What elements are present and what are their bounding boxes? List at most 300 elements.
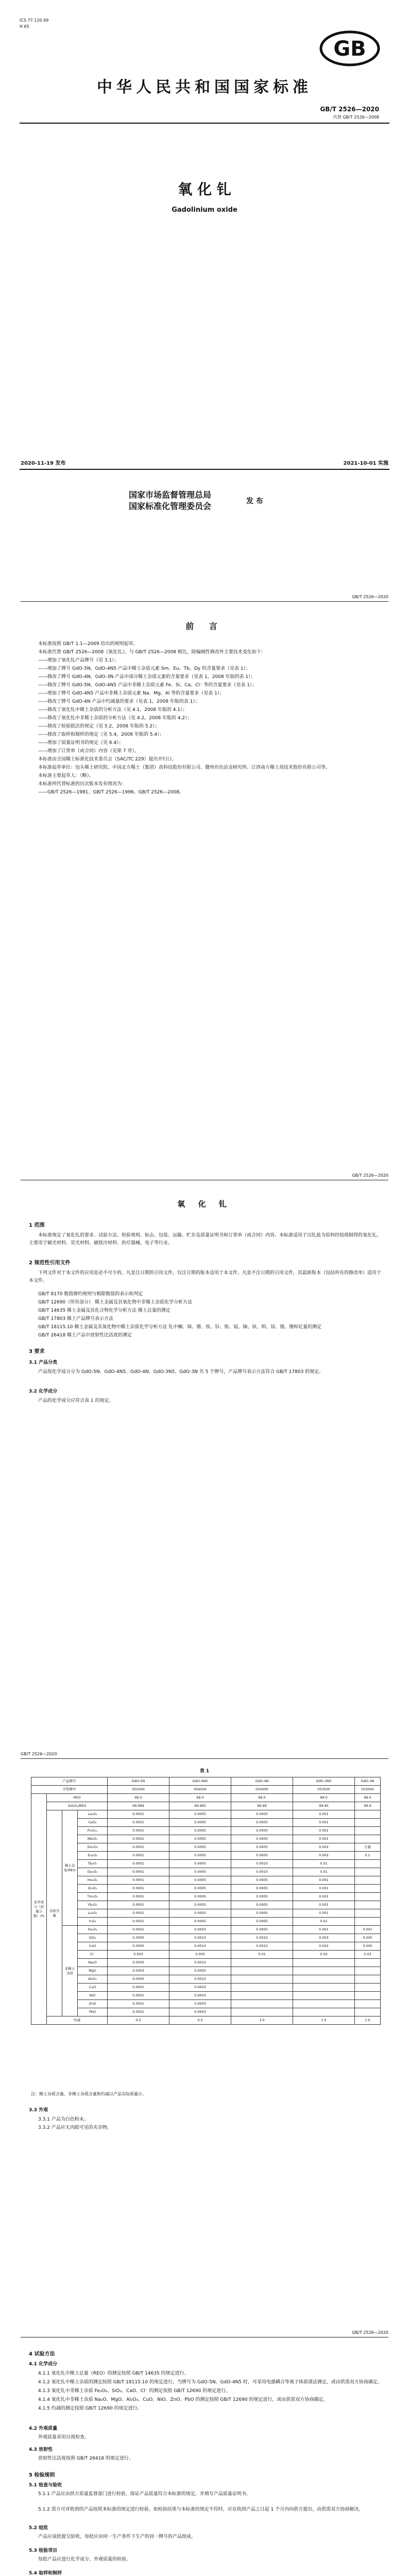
issuer-2: 国家标准化管理委员会: [129, 501, 212, 511]
section-3-3-1: 3.3.1 产品为白色粉末。: [38, 2117, 89, 2122]
element-cell: La₂O₃: [78, 1810, 108, 1819]
section-1-text: 本标准规定了氧化钆的要求、试验方法、检验规则、标志、包装、运输、贮存及质量证明书和订货单（或合同）内容。本标准适用于以钆盐为原料经焙烧制得的氧化钆。主要用于磁光材料、荧光材料、磁致冷材料、医疗器械、电子等行业。: [29, 1233, 382, 1246]
value-cell: 0.001: [293, 1893, 355, 1901]
section-4-1-title: 4.1 化学成分: [29, 2362, 58, 2367]
value-cell: [293, 1992, 355, 2000]
issue-word: 发 布: [246, 497, 263, 505]
value-cell: 0.0001: [108, 2000, 169, 2008]
value-cell: [231, 2008, 293, 2016]
table-row: [31, 1909, 381, 1918]
foreword-paragraph: ——增加了牌号 GdO-5N、GdO-4N5 产品中稀土杂质元素 Sm、Eu、Tb、Dy 的含量要求（见表 1）；: [38, 666, 251, 671]
purity-cell: 99.9: [355, 1802, 381, 1810]
head-chem: 化学成分（质量分数）/%: [31, 1794, 47, 2025]
value-cell: 0.0005: [169, 1918, 231, 1926]
foreword-body: [29, 640, 384, 797]
value-cell: 0.0001: [108, 1918, 169, 1926]
element-cell: Tb₄O₇: [78, 1860, 108, 1868]
table-row: [31, 1810, 381, 1819]
foreword-title: 前 言: [185, 621, 224, 631]
value-cell: 0.0005: [231, 1885, 293, 1893]
value-cell: 0.005: [355, 1934, 381, 1942]
value-cell: 0.0005: [169, 1852, 231, 1860]
reference-item: GB/T 14635 稀土金属及其化合物化学分析方法 稀土总量的测定: [38, 1308, 171, 1313]
element-cell: MgO: [78, 1967, 108, 1975]
value-cell: 0.0005: [231, 1819, 293, 1827]
value-cell: 0.0001: [108, 1876, 169, 1885]
section-3-title: 3 要求: [29, 1349, 45, 1354]
page-header: GB/T 2526—2020: [352, 595, 388, 599]
value-cell: 0.0005: [108, 1959, 169, 1967]
table-row: [31, 1984, 381, 1992]
value-cell: 0.0005: [108, 1942, 169, 1951]
value-cell: 0.003: [108, 1951, 169, 1959]
value-cell: 0.002: [293, 1852, 355, 1860]
element-cell: Al₂O₃: [78, 1975, 108, 1984]
head-impurity: 杂质含量: [47, 1810, 62, 2016]
value-cell: 0.0005: [231, 1901, 293, 1909]
value-cell: [355, 1819, 381, 1827]
doc-title: 氧 化 钆: [177, 1199, 232, 1209]
value-cell: 0.0005: [231, 1810, 293, 1819]
table-row: [31, 1868, 381, 1876]
value-cell: 0.0005: [231, 1926, 293, 1934]
value-cell: 0.002: [293, 1942, 355, 1951]
value-cell: 0.0003: [169, 1992, 231, 2000]
value-cell: [231, 1975, 293, 1984]
value-cell: 0.001: [293, 1810, 355, 1819]
ccs-code: H 65: [20, 24, 29, 29]
value-cell: 0.0005: [231, 1843, 293, 1852]
value-cell: 0.0001: [108, 1810, 169, 1819]
table-row: [31, 1901, 381, 1909]
value-cell: 0.0005: [169, 1860, 231, 1868]
element-cell: Lu₂O₃: [78, 1909, 108, 1918]
replaces-note: 代替 GB/T 2526—2008: [333, 115, 379, 120]
section-4-3-text: 放射性比活度按照 GB/T 26418 的规定进行。: [38, 2456, 133, 2461]
foreword-paragraph: ——修改了牌号 GdO-4N 产品中灼减量的要求（见表 1，2008 年版的表 1）；: [38, 699, 200, 704]
value-cell: 0.0005: [169, 1885, 231, 1893]
foreword-paragraph: 本标准由全国稀土标准化技术委员会（SAC/TC 229）提出并归口。: [38, 757, 177, 762]
value-cell: [355, 1992, 381, 2000]
reference-item: GB/T 12690（所有部分） 稀土金属及其氧化物中非稀土杂质化学分析方法: [38, 1300, 193, 1305]
loi-cell: 1.0: [231, 2016, 293, 2025]
value-cell: 0.0005: [231, 1876, 293, 1885]
value-cell: [355, 2008, 381, 2016]
value-cell: [293, 2008, 355, 2016]
value-cell: [355, 1909, 381, 1918]
foreword-paragraph: ——GB/T 2526—1981、GB/T 2526—1996、GB/T 2526—2008。: [38, 790, 184, 795]
value-cell: [231, 1959, 293, 1967]
section-4-3-title: 4.3 放射性: [29, 2447, 53, 2452]
element-cell: Er₂O₃: [78, 1885, 108, 1893]
value-cell: [355, 1959, 381, 1967]
content-page-2: [0, 1736, 409, 2314]
foreword-paragraph: ——修改了检验批次的规定（见 5.2，2008 年版的 5.2）；: [38, 724, 160, 729]
value-cell: 0.0005: [169, 1893, 231, 1901]
foreword-paragraph: ——增加了订货单（或合同）内容（见第 7 章）。: [38, 749, 139, 754]
head-treo: REO: [47, 1794, 108, 1802]
head-purity: Gd₂O₃/REO: [47, 1802, 108, 1810]
reference-item: GB/T 18115.10 稀土金属及其氧化物中稀土杂质化学分析方法 钆中镧、铈、镨、钕、钐、铕、铽、镝、钬、铒、铥、镱、镥和钇量的测定: [38, 1325, 322, 1330]
loi-cell: 1.0: [293, 2016, 355, 2025]
foreword-paragraph: ——增加了质量证明书的规定（见 6.4）；: [38, 740, 124, 745]
head-grade: 产品牌号: [31, 1777, 108, 1786]
value-cell: 0.001: [293, 1819, 355, 1827]
value-cell: [355, 1810, 381, 1819]
value-cell: 合量: [355, 1843, 381, 1852]
table-row: [31, 1835, 381, 1843]
gb-logo-text: GB: [333, 37, 366, 61]
table-row: [31, 1827, 381, 1835]
value-cell: 0.0001: [108, 1909, 169, 1918]
value-cell: 0.0001: [108, 1992, 169, 2000]
value-cell: 0.0001: [108, 2008, 169, 2016]
foreword-paragraph: ——增加了氧化钆产品牌号（见 3.1）；: [38, 658, 119, 663]
value-cell: [355, 1868, 381, 1876]
code-cell: 054000: [231, 1786, 293, 1794]
grade-cell: GdO-3N: [355, 1777, 381, 1786]
value-cell: [355, 2000, 381, 2008]
section-1-title: 1 范围: [29, 1223, 45, 1228]
treo-cell: 99.0: [293, 1794, 355, 1802]
element-cell: CaO: [78, 1942, 108, 1951]
table-row: [31, 1918, 381, 1926]
value-cell: 0.0001: [108, 1868, 169, 1876]
grade-cell: GdO-4N5: [169, 1777, 231, 1786]
grade-cell: GdO-4N: [231, 1777, 293, 1786]
value-cell: [355, 1901, 381, 1909]
value-cell: [231, 1984, 293, 1992]
implement-date: 2021-10-01 实施: [343, 461, 388, 466]
value-cell: 0.0001: [108, 1926, 169, 1934]
head-loi: 灼减: [47, 2016, 108, 2025]
element-cell: Fe₂O₃: [78, 1926, 108, 1934]
cover-top-rule: [20, 123, 389, 124]
table-row: [31, 1951, 381, 1959]
value-cell: 0.0005: [231, 1835, 293, 1843]
value-cell: [231, 1992, 293, 2000]
value-cell: [355, 1827, 381, 1835]
section-3-2-title: 3.2 化学成分: [29, 1389, 58, 1394]
ics-code: ICS 77.120.99: [20, 18, 49, 23]
value-cell: 0.0005: [231, 1918, 293, 1926]
value-cell: [293, 2000, 355, 2008]
table-1: [31, 1777, 381, 2025]
foreword-paragraph: 本标准主要起草人：（略）。: [38, 773, 94, 778]
foreword-paragraph: ——增加了牌号 GdO-4N5 产品中非稀土杂质元素 Na、Mg、Al 等的含量要求（见表 1）；: [38, 691, 225, 696]
section-3-3-title: 3.3 外观: [29, 2108, 48, 2113]
section-5-1-1: 5.1.1 产品应由供方质量监督部门进行检验，保证产品质量符合本标准的规定，并填写产品质量证明书。: [38, 2492, 251, 2497]
value-cell: 0.0005: [231, 1893, 293, 1901]
section-3-2-text: 产品的化学成分应符合表 1 的规定。: [38, 1398, 114, 1403]
value-cell: 0.01: [293, 1918, 355, 1926]
value-cell: 0.0003: [108, 1967, 169, 1975]
product-title-cn: 氧 化 钆: [178, 181, 231, 198]
section-3-1-title: 3.1 产品分类: [29, 1360, 58, 1365]
value-cell: 0.0001: [108, 1901, 169, 1909]
section-4-2-text: 外观质量采用目视检查。: [38, 2435, 90, 2440]
element-cell: Eu₂O₃: [78, 1852, 108, 1860]
content-page-3: [0, 2314, 409, 2576]
value-cell: [231, 1967, 293, 1975]
value-cell: 0.003: [293, 1934, 355, 1942]
element-cell: Nd₂O₃: [78, 1835, 108, 1843]
section-5-2-text: 产品应成批提交验收，每批应由同一生产条件下生产的同一牌号的产品组成。: [38, 2534, 196, 2539]
reference-item: GB/T 17803 稀土产品牌号表示方法: [38, 1316, 114, 1321]
value-cell: [293, 1959, 355, 1967]
value-cell: 0.005: [169, 1951, 231, 1959]
foreword-paragraph: 本标准所代替标准的历次版本发布情况为：: [38, 782, 127, 787]
head-nre-impurity: 非稀土杂质: [62, 1926, 78, 2016]
table-1-note: 注：稀土杂质含量、非稀土杂质含量和灼减以产品实际质量计。: [31, 2092, 146, 2096]
value-cell: [355, 1893, 381, 1901]
test-method-item: 4.1.3 氧化钆中非稀土杂质 Fe₂O₃、SiO₂、CaO、Cl⁻ 的测定按照 GB/T 12690 的规定进行。: [38, 2388, 231, 2394]
treo-cell: 99.0: [169, 1794, 231, 1802]
value-cell: [355, 1835, 381, 1843]
value-cell: [293, 1975, 355, 1984]
table-row: [31, 1876, 381, 1885]
section-5-3-text: 每批产品应进行化学成分、外观质量的检验。: [38, 2557, 131, 2562]
reference-item: GB/T 26418 稀土产品中放射性比活度的测定: [38, 1333, 132, 1338]
section-5-3-title: 5.3 检验项目: [29, 2548, 58, 2553]
value-cell: 0.001: [293, 1926, 355, 1934]
element-cell: PbO: [78, 2008, 108, 2016]
element-cell: Cl⁻: [78, 1951, 108, 1959]
element-cell: Ho₂O₃: [78, 1876, 108, 1885]
table-row: [31, 1934, 381, 1942]
product-title-en: Gadolinium oxide: [172, 206, 237, 214]
reference-item: GB/T 8170 数值修约规则与极限数值的表示和判定: [38, 1292, 143, 1297]
section-4-1-items: [29, 2370, 384, 2414]
foreword-paragraph: ——修改了牌号 GdO-4N、GdO-3N 产品中部分稀土杂质元素的含量要求（见表 1，2008 年版的表 1）；: [38, 674, 255, 680]
grade-cell: GdO-5N: [108, 1777, 169, 1786]
value-cell: 0.0010: [169, 1975, 231, 1984]
table-row: [31, 1802, 381, 1810]
table-1-wrap: [31, 1777, 381, 2025]
value-cell: 0.01: [231, 1951, 293, 1959]
foreword-paragraph: ——修改了氧化钆中稀土杂质的分析方法（见 4.1，2008 年版的 4.1）；: [38, 707, 188, 713]
purity-cell: 99.999: [108, 1802, 169, 1810]
foreword-paragraph: ——修改了牌号 GdO-5N、GdO-4N5 产品中非稀土杂质元素 Fe、Si、Ca、Cl⁻ 等的含量要求（见表 1）；: [38, 683, 257, 688]
value-cell: 0.0005: [108, 1975, 169, 1984]
value-cell: 0.0005: [108, 1934, 169, 1942]
value-cell: 0.0003: [169, 1926, 231, 1934]
section-4-2-title: 4.2 外观质量: [29, 2426, 58, 2431]
element-cell: Na₂O: [78, 1959, 108, 1967]
element-cell: ZnO: [78, 2000, 108, 2008]
value-cell: 0.001: [293, 1876, 355, 1885]
value-cell: 0.0001: [108, 1984, 169, 1992]
value-cell: 0.0001: [108, 1843, 169, 1852]
value-cell: 0.001: [293, 1835, 355, 1843]
value-cell: 0.0003: [169, 2008, 231, 2016]
section-3-3-2: 3.3.2 产品应无肉眼可见的夹杂物。: [38, 2125, 112, 2130]
value-cell: 0.0005: [169, 1827, 231, 1835]
element-cell: Dy₂O₃: [78, 1868, 108, 1876]
table-row: [31, 1794, 381, 1802]
value-cell: 0.0005: [169, 1810, 231, 1819]
foreword-paragraph: ——修改了取样和制样的规定（见 5.4，2008 年版的 5.4）；: [38, 732, 164, 737]
treo-cell: 99.0: [231, 1794, 293, 1802]
test-method-item: 4.1.4 氧化钆中非稀土杂质 Na₂O、MgO、Al₂O₃、CuO、NiO、ZnO、PbO 的测定按照 GB/T 12690 的规定进行，或由供需双方协商确定。: [38, 2397, 328, 2402]
value-cell: 0.0010: [169, 1959, 231, 1967]
value-cell: 0.0005: [169, 1876, 231, 1885]
foreword-page: [0, 579, 409, 1157]
head-re-impurity: 稀土杂质/REO: [62, 1810, 78, 1926]
value-cell: 0.0010: [169, 1942, 231, 1951]
value-cell: 0.0005: [169, 1819, 231, 1827]
section-2-intro: 下列文件对于本文件的应用是必不可少的。凡是注日期的引用文件，仅注日期的版本适用于本文件。凡是不注日期的引用文件，其最新版本（包括所有的修改单）适用于本文件。: [29, 1270, 382, 1283]
test-method-item: 4.1.5 灼减的测定按照 GB/T 12690 的规定进行。: [38, 2406, 142, 2411]
reference-list: [29, 1290, 384, 1340]
table-row: [31, 2016, 381, 2025]
treo-cell: 99.0: [108, 1794, 169, 1802]
value-cell: 0.0003: [169, 1984, 231, 1992]
loi-cell: 0.5: [108, 2016, 169, 2025]
value-cell: 0.0005: [169, 1909, 231, 1918]
table-row: [31, 1885, 381, 1893]
value-cell: 0.0005: [231, 1852, 293, 1860]
value-cell: 0.02: [293, 1951, 355, 1959]
value-cell: [355, 1860, 381, 1868]
table-row: [31, 1843, 381, 1852]
code-cell: 053000: [355, 1786, 381, 1794]
value-cell: 0.01: [293, 1860, 355, 1868]
value-cell: [231, 2000, 293, 2008]
element-cell: Tm₂O₃: [78, 1893, 108, 1901]
element-cell: SiO₂: [78, 1934, 108, 1942]
element-cell: Sm₂O₃: [78, 1843, 108, 1852]
value-cell: 0.001: [293, 1885, 355, 1893]
value-cell: 0.001: [355, 1926, 381, 1934]
value-cell: 0.0001: [108, 1852, 169, 1860]
page-header: GB/T 2526—2020: [352, 1173, 388, 1178]
header-rule: [21, 601, 388, 602]
test-method-item: 4.1.2 氧化钆中稀土杂质的测定按照 GB/T 18115.10 的规定进行，当牌号为 GdO-5N、GdO-4N5 时，可采用电感耦合等离子体质谱法测定，或由供需双方协商确定。: [38, 2380, 382, 2385]
table-row: [31, 1975, 381, 1984]
table-row: [31, 1860, 381, 1868]
code-cell: 055000: [108, 1786, 169, 1794]
foreword-paragraph: ——修改了氧化钆中非稀土杂质的分析方法（见 4.2，2008 年版的 4.2）；: [38, 716, 192, 721]
element-cell: Yb₂O₃: [78, 1901, 108, 1909]
value-cell: 0.0005: [231, 1909, 293, 1918]
test-method-item: 4.1.1 氧化钆中稀土总量（REO）的测定按照 GB/T 14635 的规定进行。: [38, 2371, 189, 2376]
section-5-title: 5 检验规则: [29, 2472, 55, 2478]
loi-cell: 1.0: [355, 2016, 381, 2025]
table-row: [31, 1893, 381, 1901]
content-page-1: [0, 1157, 409, 1736]
value-cell: [355, 1967, 381, 1975]
value-cell: 0.01: [293, 1868, 355, 1876]
section-5-2-title: 5.2 组批: [29, 2526, 48, 2531]
table-row: [31, 1852, 381, 1860]
page-header: GB/T 2526—2020: [352, 2330, 388, 2335]
value-cell: 0.0005: [169, 1901, 231, 1909]
head-code: 字符牌号: [31, 1786, 108, 1794]
table-row: [31, 1967, 381, 1975]
publish-date: 2020-11-19 发布: [21, 461, 66, 466]
purity-cell: 99.95: [293, 1802, 355, 1810]
table-row: [31, 1786, 381, 1794]
value-cell: 0.005: [355, 1942, 381, 1951]
value-cell: [293, 1967, 355, 1975]
element-cell: CeO₂: [78, 1819, 108, 1827]
section-4-title: 4 试验方法: [29, 2351, 55, 2357]
value-cell: [355, 1984, 381, 1992]
value-cell: 0.0001: [108, 1819, 169, 1827]
value-cell: 0.0010: [169, 1934, 231, 1942]
table-1-title: 表 1: [199, 1769, 210, 1774]
foreword-paragraph: 本标准按照 GB/T 1.1—2009 给出的规则起草。: [38, 641, 138, 647]
value-cell: 0.0005: [169, 1843, 231, 1852]
value-cell: 0.0001: [108, 1885, 169, 1893]
value-cell: 0.0001: [108, 1893, 169, 1901]
value-cell: 0.001: [293, 1909, 355, 1918]
value-cell: 0.1: [355, 1852, 381, 1860]
standard-number: GB/T 2526—2020: [320, 106, 379, 113]
gb-logo: [319, 30, 381, 67]
element-cell: NiO: [78, 1992, 108, 2000]
purity-cell: 99.99: [231, 1802, 293, 1810]
value-cell: [355, 1918, 381, 1926]
value-cell: [355, 1876, 381, 1885]
table-row: [31, 1926, 381, 1934]
section-5-1-title: 5.1 检查与验收: [29, 2483, 62, 2488]
code-cell: 054500: [169, 1786, 231, 1794]
table-row: [31, 1992, 381, 2000]
value-cell: 0.0005: [169, 1835, 231, 1843]
value-cell: 0.001: [293, 1827, 355, 1835]
value-cell: [355, 1975, 381, 1984]
table-row: [31, 2000, 381, 2008]
value-cell: 0.0001: [108, 1835, 169, 1843]
element-cell: Y₂O₃: [78, 1918, 108, 1926]
grade-cell: GdO-3N5: [293, 1777, 355, 1786]
cover-page: [0, 0, 409, 579]
value-cell: 0.0003: [169, 2000, 231, 2008]
value-cell: [293, 1984, 355, 1992]
foreword-paragraph: 本标准代替 GB/T 2526—2008《氧化钆》。与 GB/T 2526—2008 相比，除编辑性修改外主要技术变化如下：: [38, 650, 266, 655]
value-cell: 0.0005: [169, 1868, 231, 1876]
foreword-paragraph: 本标准起草单位：包头稀土研究院、中国北方稀土（集团）高科技股份有限公司、赣州有色冶金研究所、江西南方稀土高技术股份有限公司等。: [38, 765, 331, 770]
value-cell: 0.001: [293, 1901, 355, 1909]
value-cell: 0.0005: [231, 1827, 293, 1835]
value-cell: 0.002: [293, 1843, 355, 1852]
section-5-1-2: 5.1.2 需方可对收到的产品按照本标准的规定进行检验。如检验结果与本标准的规定不符时，应在收到产品之日起 1 个月内向供方提出，由供需双方协商解决。: [38, 2507, 364, 2512]
value-cell: 0.0010: [231, 1860, 293, 1868]
element-cell: CuO: [78, 1984, 108, 1992]
value-cell: 0.0010: [231, 1934, 293, 1942]
table-row: [31, 1777, 381, 1786]
header-rule: [21, 1758, 388, 1759]
standard-heading: 中华人民共和国国家标准: [97, 78, 312, 96]
section-2-title: 2 规范性引用文件: [29, 1260, 71, 1266]
value-cell: [355, 1885, 381, 1893]
value-cell: 0.0001: [108, 1860, 169, 1868]
loi-cell: 0.5: [169, 2016, 231, 2025]
value-cell: 0.03: [355, 1951, 381, 1959]
value-cell: 0.0005: [169, 1967, 231, 1975]
table-row: [31, 2008, 381, 2016]
table-row: [31, 1819, 381, 1827]
value-cell: 0.0001: [108, 1827, 169, 1835]
section-5-4-title: 5.4 取样和制样: [29, 2571, 62, 2576]
cover-bottom-rule: [20, 469, 389, 470]
element-cell: Pr₆O₁₁: [78, 1827, 108, 1835]
table-row: [31, 1959, 381, 1967]
section-3-1-text: 产品按化学成分分为 GdO-5N、GdO-4N5、GdO-4N、GdO-3N5、GdO-3N 共 5 个牌号，产品牌号表示方法符合 GB/T 17803 的规定。: [38, 1369, 324, 1375]
page-header: GB/T 2526—2020: [21, 1752, 57, 1756]
